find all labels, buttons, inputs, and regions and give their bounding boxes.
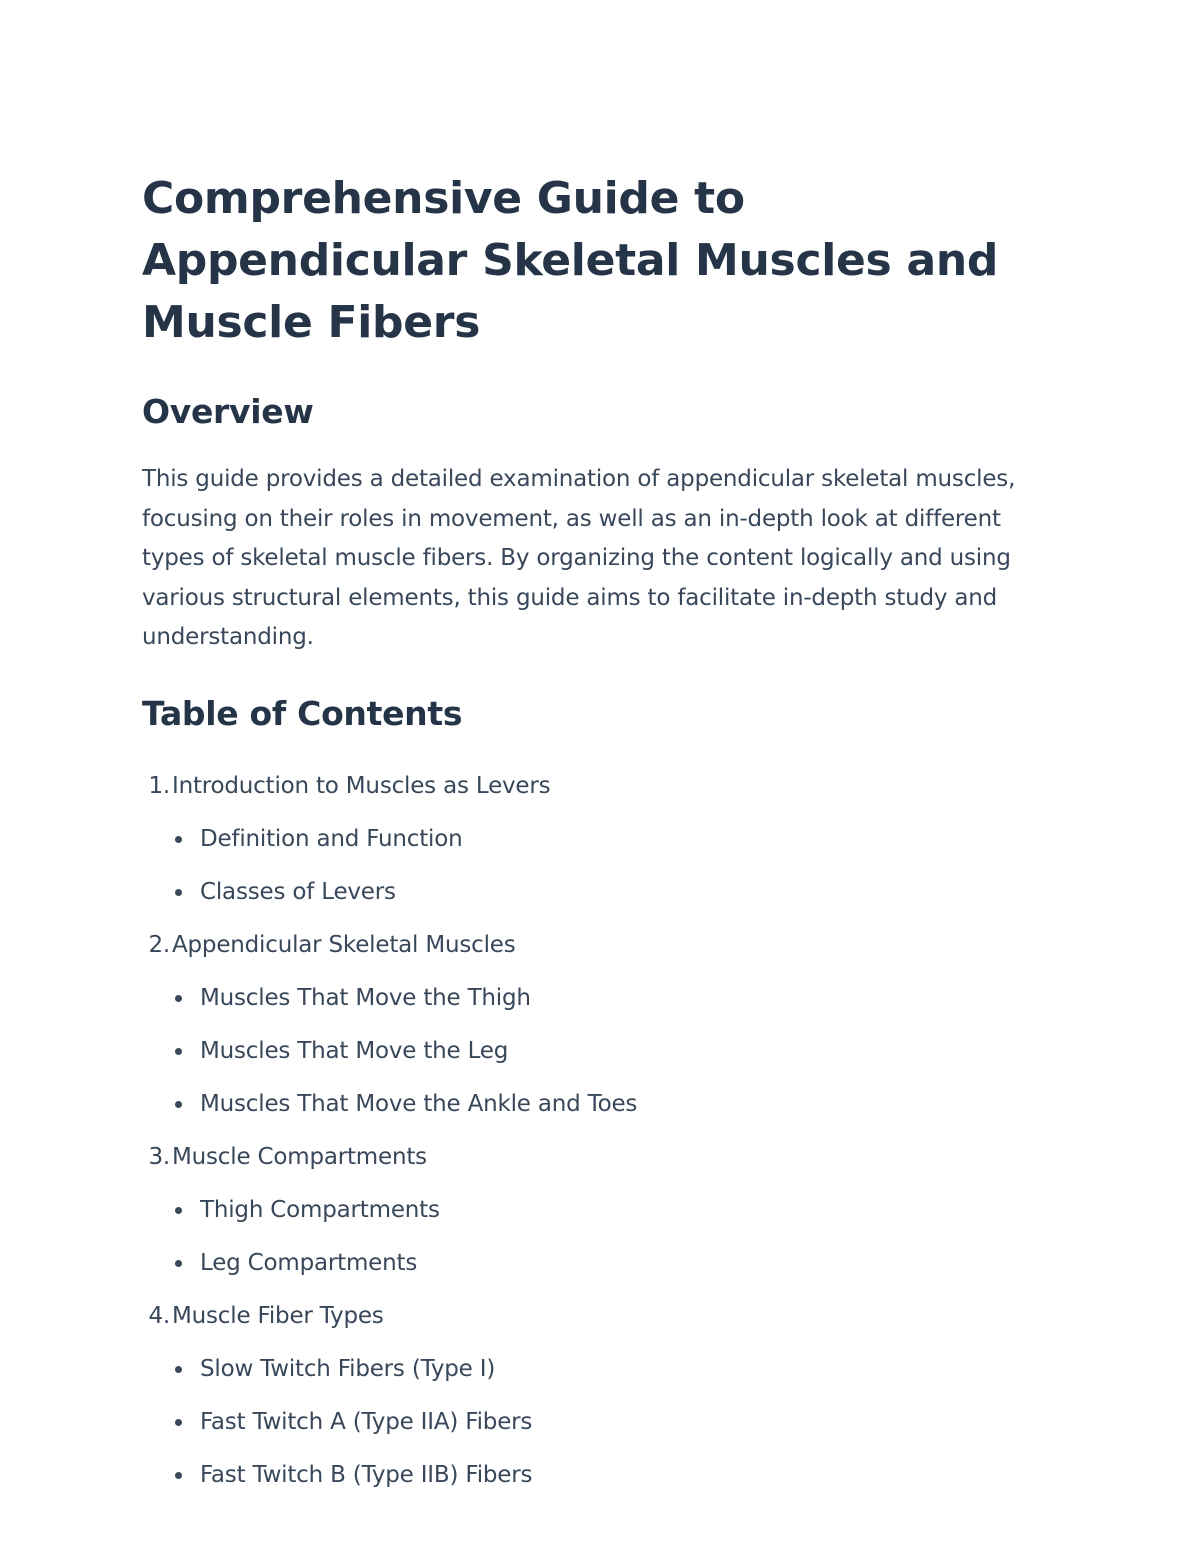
toc-item-number: 3. [148,1143,170,1170]
bullet-icon [175,1207,182,1214]
toc-item-number: 4. [148,1302,170,1329]
overview-paragraph: This guide provides a detailed examination of appendicular skeletal muscles, focusing on their roles in movement, as well as an in-depth look at different types of skeletal muscle fibers. By organizing the content logically and using various structural elements, this guide aims to facilitate in-depth study and understanding. [142,466,1016,650]
toc-subitem [200,1078,1050,1131]
toc-sublist [142,972,1050,1131]
bullet-icon [175,1472,182,1479]
toc-subitem-label: Muscles That Move the Leg [200,1037,509,1064]
toc-item [142,760,1050,919]
bullet-icon [175,836,182,843]
bullet-icon [175,1419,182,1426]
toc-subitem-label: Definition and Function [200,825,463,852]
toc-subitem [200,1025,1050,1078]
bullet-icon [175,995,182,1002]
toc-subitem [200,1184,1050,1237]
bullet-icon [175,1260,182,1267]
toc-subitem-label: Fast Twitch A (Type IIA) Fibers [200,1408,533,1435]
overview-heading: Overview [142,392,314,431]
toc-sublist [142,1343,1050,1502]
toc-subitem-label: Muscles That Move the Ankle and Toes [200,1090,638,1117]
toc-subitem-label: Muscles That Move the Thigh [200,984,531,1011]
toc-item-number: 1. [148,772,170,799]
toc-item-number: 2. [148,931,170,958]
toc-subitem [200,1343,1050,1396]
toc-sublist [142,1184,1050,1290]
toc-heading: Table of Contents [142,693,463,733]
bullet-icon [175,1101,182,1108]
toc-sublist [142,813,1050,919]
page-title: Comprehensive Guide to Appendicular Skeletal Muscles and Muscle Fibers [142,173,999,348]
toc-subitem-label: Fast Twitch B (Type IIB) Fibers [200,1461,533,1488]
toc-subitem-label: Slow Twitch Fibers (Type I) [200,1355,496,1382]
table-of-contents [142,760,1050,1502]
toc-item [142,1131,1050,1290]
toc-subitem-label: Leg Compartments [200,1249,418,1276]
toc-subitem [200,972,1050,1025]
toc-item-label: Introduction to Muscles as Levers [172,772,551,799]
toc-subitem [200,866,1050,919]
toc-subitem-label: Thigh Compartments [200,1196,440,1223]
bullet-icon [175,1048,182,1055]
toc-subitem [200,1396,1050,1449]
toc-subitem [200,1449,1050,1502]
toc-item-label: Muscle Compartments [172,1143,427,1170]
toc-subitem-label: Classes of Levers [200,878,396,905]
toc-item [142,919,1050,1131]
bullet-icon [175,889,182,896]
toc-item [142,1290,1050,1502]
bullet-icon [175,1366,182,1373]
toc-item-label: Muscle Fiber Types [172,1302,384,1329]
toc-item-label: Appendicular Skeletal Muscles [172,931,516,958]
toc-subitem [200,1237,1050,1290]
toc-subitem [200,813,1050,866]
